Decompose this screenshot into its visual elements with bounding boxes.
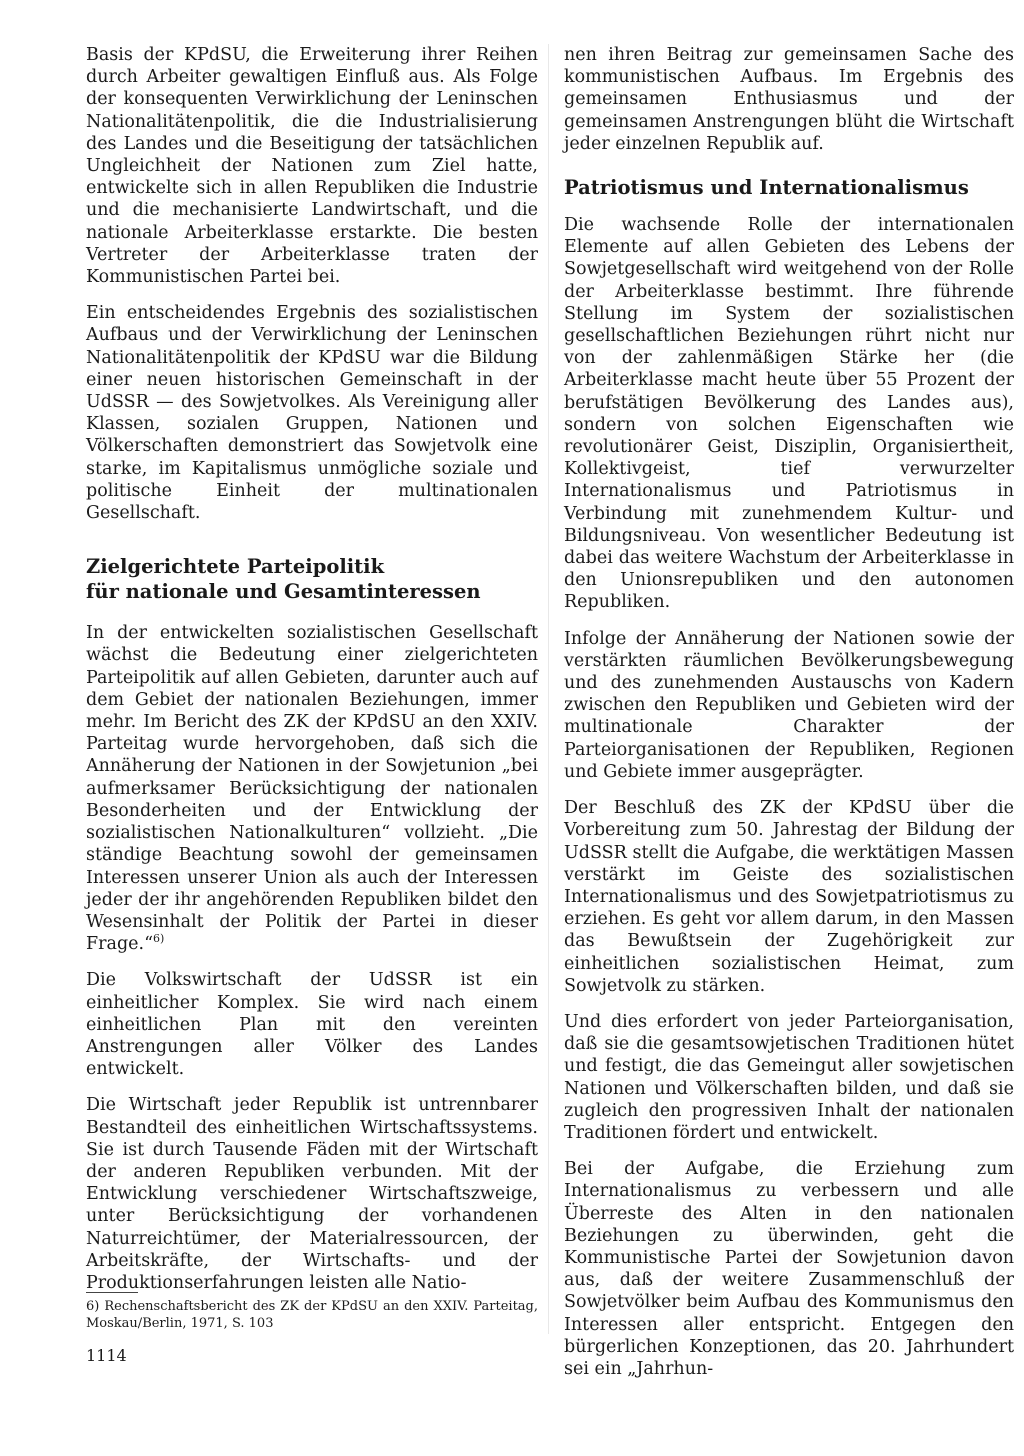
footnote: [86, 1298, 538, 1332]
left-paragraph-2: Ein entscheidendes Ergebnis des sozialistischen Aufbaus und der Verwirklichung der Leninschen Nationalitätenpolitik der KPdSU war die Bildung einer neuen historischen Gemeinschaft in der UdSSR — des Sowjetvolkes. Als Vereinigung aller Klassen, sozialen Gruppen, Nationen und Völkerschaften demonstriert das Sowjetvolk eine starke, im Kapitalismus unmögliche soziale und politische Einheit der multinationalen Gesellschaft.: [86, 303, 538, 524]
footnote-reference: 6): [153, 932, 165, 946]
footnote-text: Rechenschaftsbericht des ZK der KPdSU an den XXIV. Parteitag, Moskau/Berlin, 1971, S. 103: [86, 1299, 538, 1331]
right-paragraph-3: Infolge der Annäherung der Nationen sowie der verstärkten räumlichen Bevölkerungsbewegung und des zunehmenden Austauschs von Kadern zwischen den Republiken und Gebieten wird der multinationale Charakter der Parteiorganisationen der Republiken, Regionen und Gebiete immer ausgeprägter.: [564, 628, 1014, 782]
left-paragraph-1: Basis der KPdSU, die Erweiterung ihrer Reihen durch Arbeiter gewaltigen Einfluß aus. Als Folge der konsequenten Verwirklichung der Leninschen Nationalitätenpolitik, die die Industrialisierung des Landes und die Beseitigung der tatsächlichen Ungleichheit der Nationen zum Ziel hatte, entwickelte sich in allen Republiken die Industrie und die mechanisierte Landwirtschaft, und die nationale Arbeiterklasse erstarkte. Die besten Vertreter der Arbeiterklasse traten der Kommunistischen Partei bei.: [86, 45, 538, 288]
column-divider: [548, 44, 549, 1334]
left-paragraph-4: Die Volkswirtschaft der UdSSR ist ein einheitlicher Komplex. Sie wird nach einem einheitlichen Plan mit den vereinten Anstrengungen aller Völker des Landes entwickelt.: [86, 970, 538, 1080]
section-heading-parteipolitik: [86, 554, 538, 604]
right-column: [564, 44, 1014, 1380]
left-column: [86, 44, 538, 1294]
footnote-rule: [86, 1292, 138, 1293]
left-paragraph-3-text: In der entwickelten sozialistischen Gesellschaft wächst die Bedeutung einer zielgerichteten Parteipolitik auf allen Gebieten, darunter auch auf dem Gebiet der nationalen Beziehungen, immer mehr. Im Bericht des ZK der KPdSU an den XXIV. Parteitag wurde hervorgehoben, daß sich die Annäherung der Nationen in der Sowjetunion „bei aufmerksamer Berücksichtigung der nationalen Besonderheiten und der Entwicklung der sozialistischen Nationalkulturen“ vollzieht. „Die ständige Beachtung sowohl der gemeinsamen Interessen unserer Union als auch der Interessen jeder der ihr angehörenden Republiken bildet den Wesensinhalt der Politik der Partei in dieser Frage.“: [86, 623, 538, 955]
footnote-mark: 6): [86, 1299, 100, 1314]
section-heading-line-2: für nationale und Gesamtinteressen: [86, 580, 481, 604]
left-paragraph-3: [86, 622, 538, 955]
page-number: 1114: [86, 1346, 127, 1365]
right-paragraph-4: Der Beschluß des ZK der KPdSU über die Vorbereitung zum 50. Jahrestag der Bildung der UdSSR stellt die Aufgabe, die werktätigen Massen verstärkt im Geiste des sozialistischen Internationalismus und des Sowjetpatriotismus zu erziehen. Es geht vor allem darum, in den Massen das Bewußtsein der Zugehörigkeit zur einheitlichen sozialistischen Heimat, zum Sowjetvolk zu stärken.: [564, 798, 1014, 996]
left-paragraph-5: Die Wirtschaft jeder Republik ist untrennbarer Bestandteil des einheitlichen Wirtschaftssystems. Sie ist durch Tausende Fäden mit der Wirtschaft der anderen Republiken verbunden. Mit der Entwicklung verschiedener Wirtschaftszweige, unter Berücksichtigung der vorhandenen Naturreichtümer, der Materialressourcen, der Arbeitskräfte, der Wirtschafts- und der Produktionserfahrungen leisten alle Natio-: [86, 1095, 538, 1293]
right-paragraph-1: nen ihren Beitrag zur gemeinsamen Sache des kommunistischen Aufbaus. Im Ergebnis des gemeinsamen Enthusiasmus und der gemeinsamen Anstrengungen blüht die Wirtschaft jeder einzelnen Republik auf.: [564, 45, 1014, 154]
section-heading-patriotismus: Patriotismus und Internationalismus: [564, 176, 969, 200]
right-paragraph-6: Bei der Aufgabe, die Erziehung zum Internationalismus zu verbessern und alle Überreste des Alten in den nationalen Beziehungen zu überwinden, geht die Kommunistische Partei der Sowjetunion davon aus, daß der weitere Zusammenschluß der Sowjetvölker beim Aufbau des Kommunismus den Interessen aller entspricht. Entgegen den bürgerlichen Konzeptionen, das 20. Jahrhundert sei ein „Jahrhun-: [564, 1159, 1014, 1379]
right-paragraph-2: Die wachsende Rolle der internationalen Elemente auf allen Gebieten des Lebens der Sowjetgesellschaft wird weitgehend von der Rolle der Arbeiterklasse bestimmt. Ihre führende Stellung im System der sozialistischen gesellschaftlichen Beziehungen rührt nicht nur von der zahlenmäßigen Stärke her (die Arbeiterklasse macht heute über 55 Prozent der berufstätigen Bevölkerung des Landes aus), sondern von solchen Eigenschaften wie revolutionärer Geist, Disziplin, Organisiertheit, Kollektivgeist, tief verwurzelter Internationalismus und Patriotismus in Verbindung mit zunehmendem Kultur- und Bildungsniveau. Von wesentlicher Bedeutung ist dabei das weitere Wachstum der Arbeiterklasse in den Unionsrepubliken und den autonomen Republiken.: [564, 215, 1014, 613]
section-heading-line-1: Zielgerichtete Parteipolitik: [86, 555, 385, 579]
right-paragraph-5: Und dies erfordert von jeder Parteiorganisation, daß sie die gesamtsowjetischen Traditionen hütet und festigt, die das Gemeingut aller sowjetischen Nationen und Völkerschaften bilden, und daß sie zugleich den progressiven Inhalt der nationalen Traditionen fördert und entwickelt.: [564, 1011, 1014, 1143]
